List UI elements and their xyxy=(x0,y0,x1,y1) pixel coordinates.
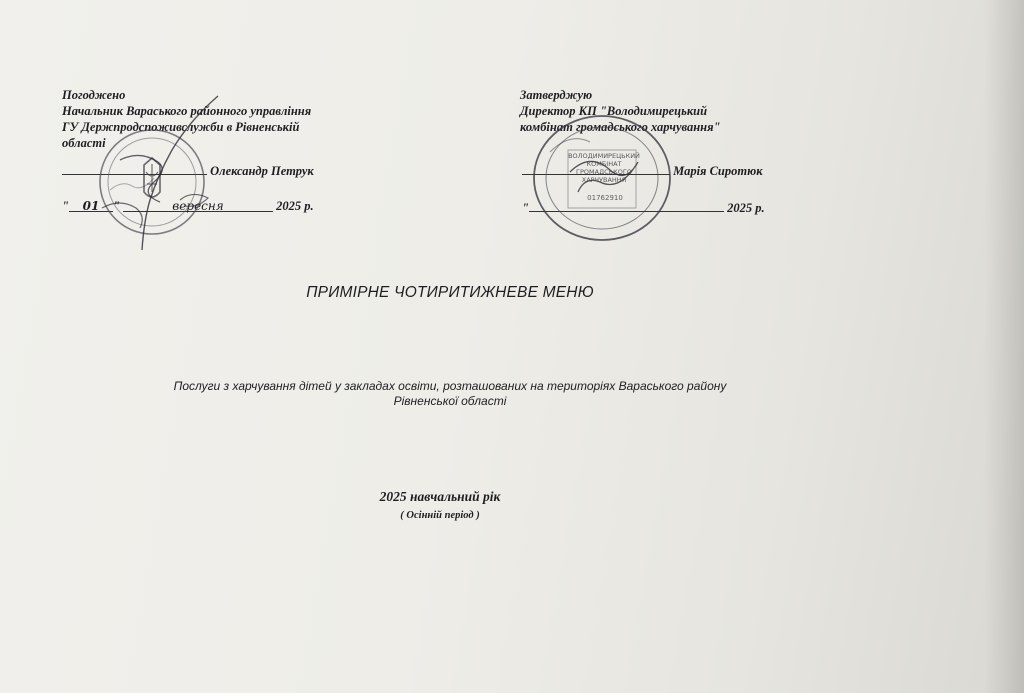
page-edge-shadow xyxy=(984,0,1024,693)
left-signer-name: Олександр Петрук xyxy=(210,164,314,178)
left-date-line: " 01 " вересня 2025 р. xyxy=(62,199,314,213)
academic-year: 2025 навчальний рік xyxy=(379,489,501,504)
left-signature-scribble xyxy=(80,90,230,260)
right-stamp-code: 01762910 xyxy=(587,194,623,202)
services-line2: Рівненської області xyxy=(393,394,507,408)
right-signer-name: Марія Сиротюк xyxy=(673,164,763,178)
left-date-month: вересня xyxy=(172,199,224,213)
services-description xyxy=(140,379,760,409)
left-approval-heading: Погоджено xyxy=(62,88,126,102)
services-line1: Послуги з харчування дітей у закладах освіти, розташованих на територіях Вараського району xyxy=(173,379,727,393)
left-approval-position-line1: Начальник Вараського районного управління xyxy=(62,104,312,118)
right-stamp-text: ВОЛОДИМИРЕЦЬКИЙ КОМБІНАТ ГРОМАДСЬКОГО ХАРЧУВАННЯ xyxy=(568,152,640,184)
left-approval-position-line2: ГУ Держпродспоживслужби в Рівненській xyxy=(62,120,300,134)
right-date-year: 2025 р. xyxy=(727,201,765,215)
right-approval-position-line2: комбінат громадського харчування" xyxy=(520,120,721,134)
right-approval-heading: Затверджую xyxy=(520,88,593,102)
right-approval-position-line1: Директор КП "Володимирецький xyxy=(520,104,708,118)
left-date-year: 2025 р. xyxy=(276,199,314,213)
right-date-line: " 2025 р. xyxy=(522,201,765,215)
left-approval-position-line3: області xyxy=(62,136,106,150)
left-date-day: 01 xyxy=(82,199,100,213)
season-period: ( Осінній період ) xyxy=(400,510,480,521)
document-title: ПРИМІРНЕ ЧОТИРИТИЖНЕВЕ МЕНЮ xyxy=(306,284,594,301)
